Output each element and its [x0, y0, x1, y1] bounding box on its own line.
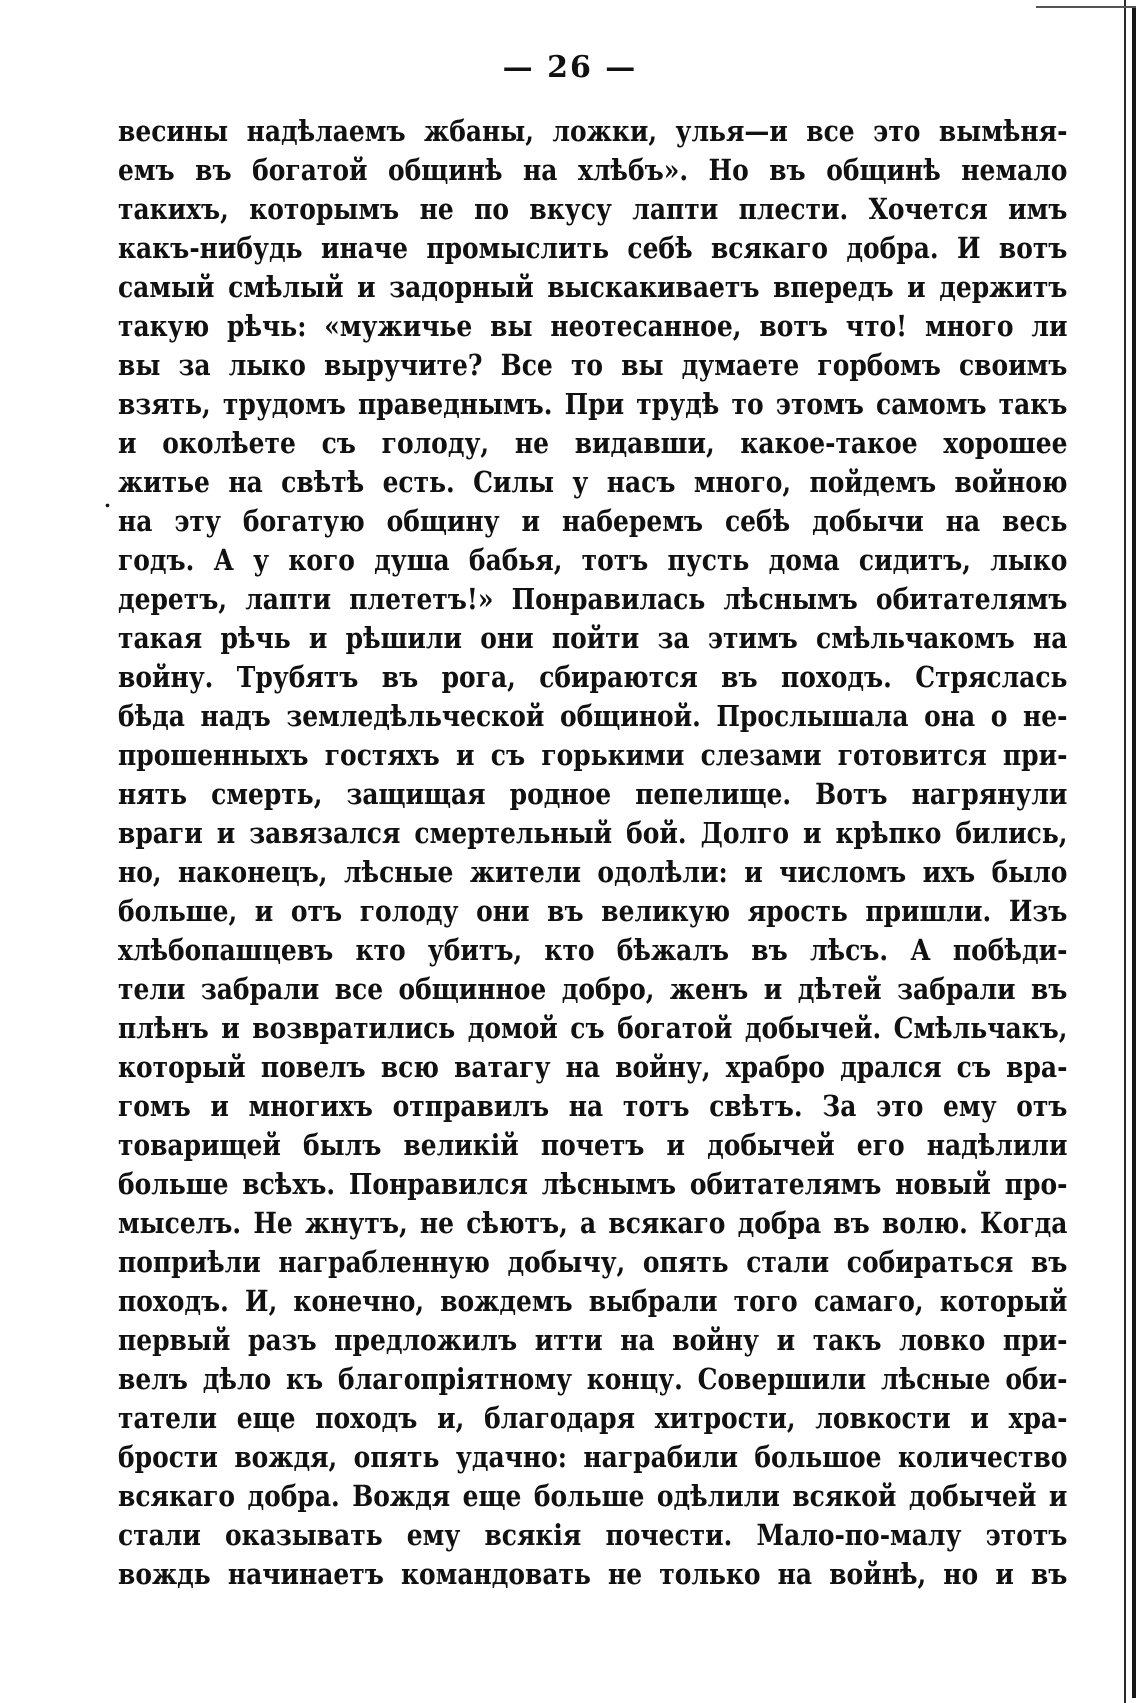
text-line: и околѣете съ голоду, не видавши, какое-такое хорошее	[118, 426, 1068, 460]
text-line: взять, трудомъ праведнымъ. При трудѣ то этомъ самомъ такъ	[118, 387, 1068, 421]
text-line: мыселъ. Не жнутъ, не сѣютъ, а всякаго добра въ волю. Когда	[118, 1206, 1068, 1240]
text-line: войну. Трубятъ въ рога, сбираются въ походъ. Стряслась	[118, 660, 1068, 694]
text-line: всякаго добра. Вождя еще больше одѣлили всякой добычей и	[118, 1479, 1068, 1513]
scan-edge	[1118, 0, 1140, 1703]
text-line: на эту богатую общину и наберемъ себѣ добычи на весь	[118, 504, 1068, 538]
text-line: больше всѣхъ. Понравился лѣснымъ обитателямъ новый про-	[118, 1167, 1068, 1201]
text-line: велъ дѣло къ благопріятному концу. Совершили лѣсные оби-	[118, 1362, 1068, 1396]
text-line: который повелъ всю ватагу на войну, храбро дрался съ вра-	[118, 1050, 1068, 1084]
text-line: житье на свѣтѣ есть. Силы у насъ много, пойдемъ войною	[118, 465, 1068, 499]
text-line: прошенныхъ гостяхъ и съ горькими слезами готовится при-	[118, 738, 1068, 772]
text-line: самый смѣлый и задорный выскакиваетъ впередъ и держитъ	[118, 270, 1068, 304]
text-line: брости вождя, опять удачно: награбили большое количество	[118, 1440, 1068, 1474]
text-line: такая рѣчь и рѣшили они пойти за этимъ смѣльчакомъ на	[118, 621, 1068, 655]
text-body	[118, 112, 1068, 1594]
text-line: больше, и отъ голоду они въ великую ярость пришли. Изъ	[118, 894, 1068, 928]
text-line: бѣда надъ земледѣльческой общиной. Прослышала она о не-	[118, 699, 1068, 733]
text-line: но, наконецъ, лѣсные жители одолѣли: и числомъ ихъ было	[118, 855, 1068, 889]
scan-edge-inner-line	[1124, 0, 1126, 1703]
text-line: какъ-нибудь иначе промыслить себѣ всякаго добра. И вотъ	[118, 231, 1068, 265]
text-line: враги и завязался смертельный бой. Долго и крѣпко бились,	[118, 816, 1068, 850]
text-line: деретъ, лапти плететъ!» Понравилась лѣснымъ обитателямъ	[118, 582, 1068, 616]
text-line: весины надѣлаемъ жбаны, ложки, улья—и все это вымѣня-	[118, 114, 1068, 148]
text-line: плѣнъ и возвратились домой съ богатой добычей. Смѣльчакъ,	[118, 1011, 1068, 1045]
text-line: татели еще походъ и, благодаря хитрости, ловкости и хра-	[118, 1401, 1068, 1435]
margin-mark: .	[104, 488, 111, 512]
text-line: вождь начинаетъ командовать не только на войнѣ, но и въ	[118, 1557, 1068, 1591]
text-line: товарищей былъ великій почетъ и добычей его надѣлили	[118, 1128, 1068, 1162]
text-line: первый разъ предложилъ итти на войну и такъ ловко при-	[118, 1323, 1068, 1357]
text-line: емъ въ богатой общинѣ на хлѣбъ». Но въ общинѣ немало	[118, 153, 1068, 187]
text-line: походъ. И, конечно, вождемъ выбрали того самаго, который	[118, 1284, 1068, 1318]
text-line: такую рѣчь: «мужичье вы неотесанное, вотъ что! много ли	[118, 309, 1068, 343]
page-number: — 26 —	[502, 50, 638, 85]
text-line: тели забрали все общинное добро, женъ и дѣтей забрали въ	[118, 972, 1068, 1006]
scan-edge-top-rule	[1036, 6, 1136, 8]
text-line: вы за лыко выручите? Все то вы думаете горбомъ своимъ	[118, 348, 1068, 382]
text-line: хлѣбопашцевъ кто убитъ, кто бѣжалъ въ лѣсъ. А побѣди-	[118, 933, 1068, 967]
scan-edge-outer-line	[1132, 8, 1136, 1698]
text-line: стали оказывать ему всякія почести. Мало-по-малу этотъ	[118, 1518, 1068, 1552]
text-line: гомъ и многихъ отправилъ на тотъ свѣтъ. За это ему отъ	[118, 1089, 1068, 1123]
text-line: поприѣли награбленную добычу, опять стали собираться въ	[118, 1245, 1068, 1279]
text-line: нять смерть, защищая родное пепелище. Вотъ нагрянули	[118, 777, 1068, 811]
text-line: годъ. А у кого душа бабья, тотъ пусть дома сидитъ, лыко	[118, 543, 1068, 577]
text-line: такихъ, которымъ не по вкусу лапти плести. Хочется имъ	[118, 192, 1068, 226]
